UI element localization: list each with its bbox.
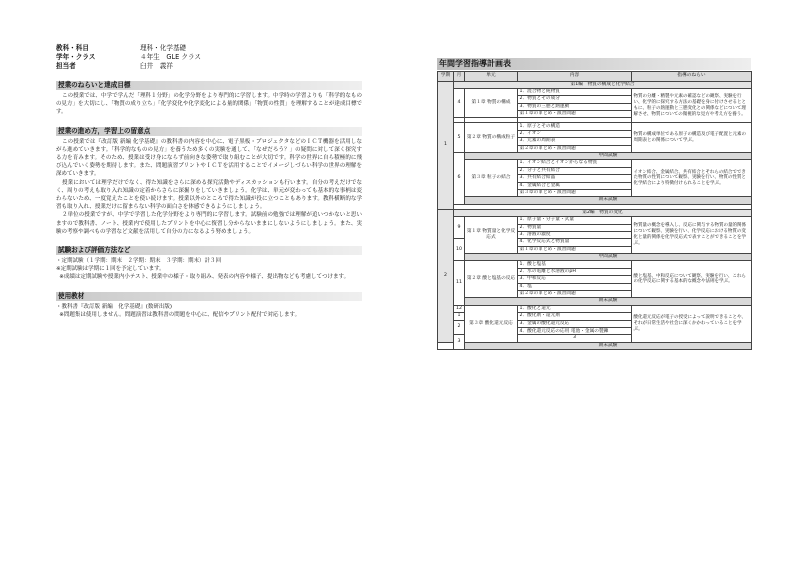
- content-cell: 第１章のまとめ・演習問題: [518, 246, 632, 253]
- month-cell: 1: [454, 313, 465, 320]
- content-cell: 3．元素の周期表: [518, 138, 632, 145]
- table-row: [438, 197, 752, 204]
- aims-heading: 授業のねらいと達成目標: [56, 81, 362, 90]
- content-cell: 1．酸化と還元: [518, 305, 632, 312]
- table-row: [438, 123, 752, 130]
- unit-cell: 第１章 物質の構成: [465, 88, 518, 118]
- table-row: [438, 81, 752, 88]
- content-cell: 2．物質とその成分: [518, 96, 632, 103]
- mid-exam-band: 中間試験: [465, 254, 752, 261]
- term-2-cell: 2: [438, 209, 454, 342]
- table-row: [438, 153, 752, 160]
- final-exam-band: 期末試験: [465, 197, 752, 204]
- content-cell: 3．金属の酸化還元反応: [518, 320, 632, 327]
- content-cell: 3．共有結合結晶: [518, 175, 632, 182]
- table-row: [438, 298, 752, 305]
- unit-cell: 第３章 酸化還元反応: [465, 305, 518, 342]
- content-cell: 2．分子と共有結合: [518, 167, 632, 174]
- month-cell: 12: [454, 305, 465, 312]
- subject-value: 理科・化学基礎: [140, 44, 187, 52]
- aim-cell: 酸と塩基、中和反応について観察、実験を行い、これらの化学反応に関する基本的な概念や法則を学ぶ。: [632, 261, 752, 298]
- method-paragraph-1: この授業では『改訂版 新編 化学基礎』の教科書の内容を中心に、電子黒板・プロジェクタなどのＩＣＴ機器を活用しながら進めていきます。「科学的なものの見方」を養うため多くの実験を通して、「なぜだろう？」の疑問に対して深く探究する力を育みます。そのため、授業は受け身にならず前向きな姿勢で取り組むことが大切です。科学の世界に自ら積極的に飛び込んでいく姿勢を期待します。また、問題演習プリントやＩＣＴを活用することでイメージしづらい科学の世界の理解を深めていきます。: [56, 138, 362, 178]
- content-cell: 1．イオン結合とイオンからなる物質: [518, 160, 632, 167]
- annual-plan-table: [437, 71, 752, 350]
- content-cell: 第２章のまとめ・演習問題: [518, 291, 632, 298]
- content-cell: 3．溶液の濃度: [518, 231, 632, 238]
- final-exam-band: 期末試験: [465, 342, 752, 349]
- materials-line-1: ・教科書『改訂版 新編 化学基礎』(数研出版): [56, 303, 173, 310]
- annual-plan-column: [437, 58, 751, 350]
- method-paragraph-2: 授業においては理学だけでなく、得た知識をさらに深める探究活動やディスカッションも行います。自分の考えだけでなく、周りの考えも取り入れ知識の定着からさらに深掘りをしていきましょう。化学は、単元が変わっても基本的な事柄は変わらないため、一度覚えたことを使い続けます。授業以外のところで得た知識が役に立つこともあります。教科横断的な学習も取り入れ、授業だけに留まらない科学の面白さを体感できるようにしましょう。: [56, 179, 362, 211]
- header-month: 月: [454, 72, 465, 82]
- aim-cell: 物質量の概念を導入し、反応に関与する物質の量的関係について観察、実験を行い、化学反応における物質の変化と量的関係を化学反応式で表すことができることを学ぶ。: [632, 217, 752, 254]
- month-cell: 9: [454, 217, 465, 239]
- month-cell: 6: [454, 153, 465, 205]
- term-1-cell: 1: [438, 81, 454, 209]
- unit-cell: 第２章 酸と塩基の反応: [465, 261, 518, 298]
- content-cell: 4．金属結合と金属: [518, 182, 632, 189]
- content-cell: 第３章のまとめ・演習問題: [518, 189, 632, 196]
- table-row: [438, 209, 752, 216]
- grade-row: [56, 53, 362, 62]
- exam-body: [56, 257, 362, 282]
- month-cell: 10: [454, 239, 465, 261]
- final-exam-band: 期末試験: [465, 298, 752, 305]
- unit-cell: 第２章 物質の構成粒子: [465, 123, 518, 153]
- month-cell: 2: [454, 320, 465, 335]
- content-cell: 1．原子量・分子量・式量: [518, 217, 632, 224]
- grade-value: ４年生 GLE クラス: [140, 53, 202, 61]
- mid-exam-band: 中間試験: [465, 153, 752, 160]
- teacher-row: [56, 62, 362, 71]
- content-cell: 3．中和反応: [518, 276, 632, 283]
- aim-cell: 物質の構成単位である原子の構造及び電子配置と元素の周期表との関係について学ぶ。: [632, 123, 752, 153]
- aim-cell: イオン結合、金属結合、共有結合とそれらの結合でできた物質の性質について観察、実験を行い、物質の性質と化学結合により特徴付けられることを学ぶ。: [632, 160, 752, 197]
- exam-heading: 試験および評価方法など: [56, 246, 362, 255]
- aims-paragraph: この授業では、中学で学んだ「理科１分野」の化学分野をより専門的に学習します。中学時の学習よりも「科学的なものの見方」を大切にし、「物質の成り立ち」「化学変化や化学変化による量的関係」「物質の性質」を理解することが達成目標です。: [56, 93, 362, 116]
- content-cell: 第１章のまとめ・演習問題: [518, 111, 632, 118]
- content-cell: 2．イオン: [518, 130, 632, 137]
- syllabus-text-column: [56, 44, 362, 319]
- content-cell: 4．化学反応式と物質量: [518, 239, 632, 246]
- table-row: [438, 88, 752, 95]
- plan-title: 年間学習指導計画表: [437, 58, 751, 70]
- content-cell: 4．酸化還元反応の応用 電池・金属の製錬: [518, 328, 632, 335]
- teacher-value: 臼井 義祥: [140, 62, 173, 70]
- table-row: [438, 160, 752, 167]
- header-unit: 単元: [465, 72, 518, 82]
- unit-cell: 第１章 物質量と化学反応式: [465, 217, 518, 254]
- exam-line-1: ・定期試験（１学期：期末 ２学期：期末 ３学期：期末）計３回: [56, 258, 222, 265]
- method-body: [56, 138, 362, 236]
- table-header-row: [438, 72, 752, 82]
- content-cell: 3．物質の三態と熱運動: [518, 103, 632, 110]
- content-cell: 2．酸化剤・還元剤: [518, 313, 632, 320]
- term-3-cell: 3: [454, 335, 465, 350]
- part-2-heading: 第2編 物質の変化: [454, 209, 752, 216]
- content-cell: 1．原子とその構造: [518, 123, 632, 130]
- materials-line-2: ※問題集は使用しません。問題演習は教科書の問題を中心に、配信やプリント配付で対応します。: [59, 311, 301, 318]
- content-cell: 1．酸と塩基: [518, 261, 632, 268]
- content-cell: 2．水の電離と水溶液のpH: [518, 268, 632, 275]
- subject-row: [56, 44, 362, 53]
- subject-label: 教科・科目: [56, 44, 89, 52]
- table-row: [438, 305, 752, 312]
- teacher-label: 担当者: [56, 62, 76, 70]
- content-cell: 1．混合物と純物質: [518, 88, 632, 95]
- exam-line-3: ※成績は定期試験や授業内小テスト、授業中の様子・取り組み、発表の内容や様子、提出物なども考慮してつけます。: [59, 274, 350, 281]
- table-row: [438, 217, 752, 224]
- month-cell: 3: [518, 335, 632, 342]
- aim-cell: 物質の分離・精製や元素の確認などの観察、実験を行い、化学的に探究する方法の基礎を身に付けさせるとともに、粒子の熱運動と三態変化との関係などについて理解させ、物質についての微視的な見方や考え方を養う。: [632, 88, 752, 123]
- aims-body: [56, 92, 362, 117]
- unit-cell: 第３章 粒子の結合: [465, 160, 518, 197]
- method-heading: 授業の進め方，学習上の留意点: [56, 127, 362, 136]
- month-cell: 11: [454, 261, 465, 305]
- content-cell: 4．塩: [518, 283, 632, 290]
- materials-heading: 使用教材: [56, 292, 362, 301]
- materials-body: [56, 303, 362, 319]
- header-content: 内容: [518, 72, 632, 82]
- grade-label: 学年・クラス: [56, 53, 96, 61]
- content-cell: 第２章のまとめ・演習問題: [518, 145, 632, 152]
- table-row: [438, 342, 752, 349]
- header-term: 学期: [438, 72, 454, 82]
- exam-line-2: ※定期試験は学期に１回を予定しています。: [56, 266, 165, 273]
- method-paragraph-3: ２単位の授業ですが、中学で学習した化学分野をより専門的に学習します。試験前の勉強では理解が追いつかないと思いますので教科書、ノート、授業内で使用したプリントを中心に復習し分からないままにしないようにしましょう。また、実験の考察や調べもの学習など文献を活用して自分の力になるよう努めましょう。: [56, 212, 362, 235]
- content-cell: 2．物質量: [518, 224, 632, 231]
- table-row: [438, 261, 752, 268]
- month-cell: 5: [454, 123, 465, 153]
- header-aim: 指導のねらい: [632, 72, 752, 82]
- aim-cell: 酸化還元反応が電子の授受によって説明できることや、それが日常生活や社会に深くかかわっていることを学ぶ。: [632, 305, 752, 342]
- month-cell: 4: [454, 88, 465, 118]
- month-cell-blank: [438, 342, 454, 349]
- part-1-heading: 第1編 物質の構成と化学結合: [454, 81, 752, 88]
- table-row: [438, 254, 752, 261]
